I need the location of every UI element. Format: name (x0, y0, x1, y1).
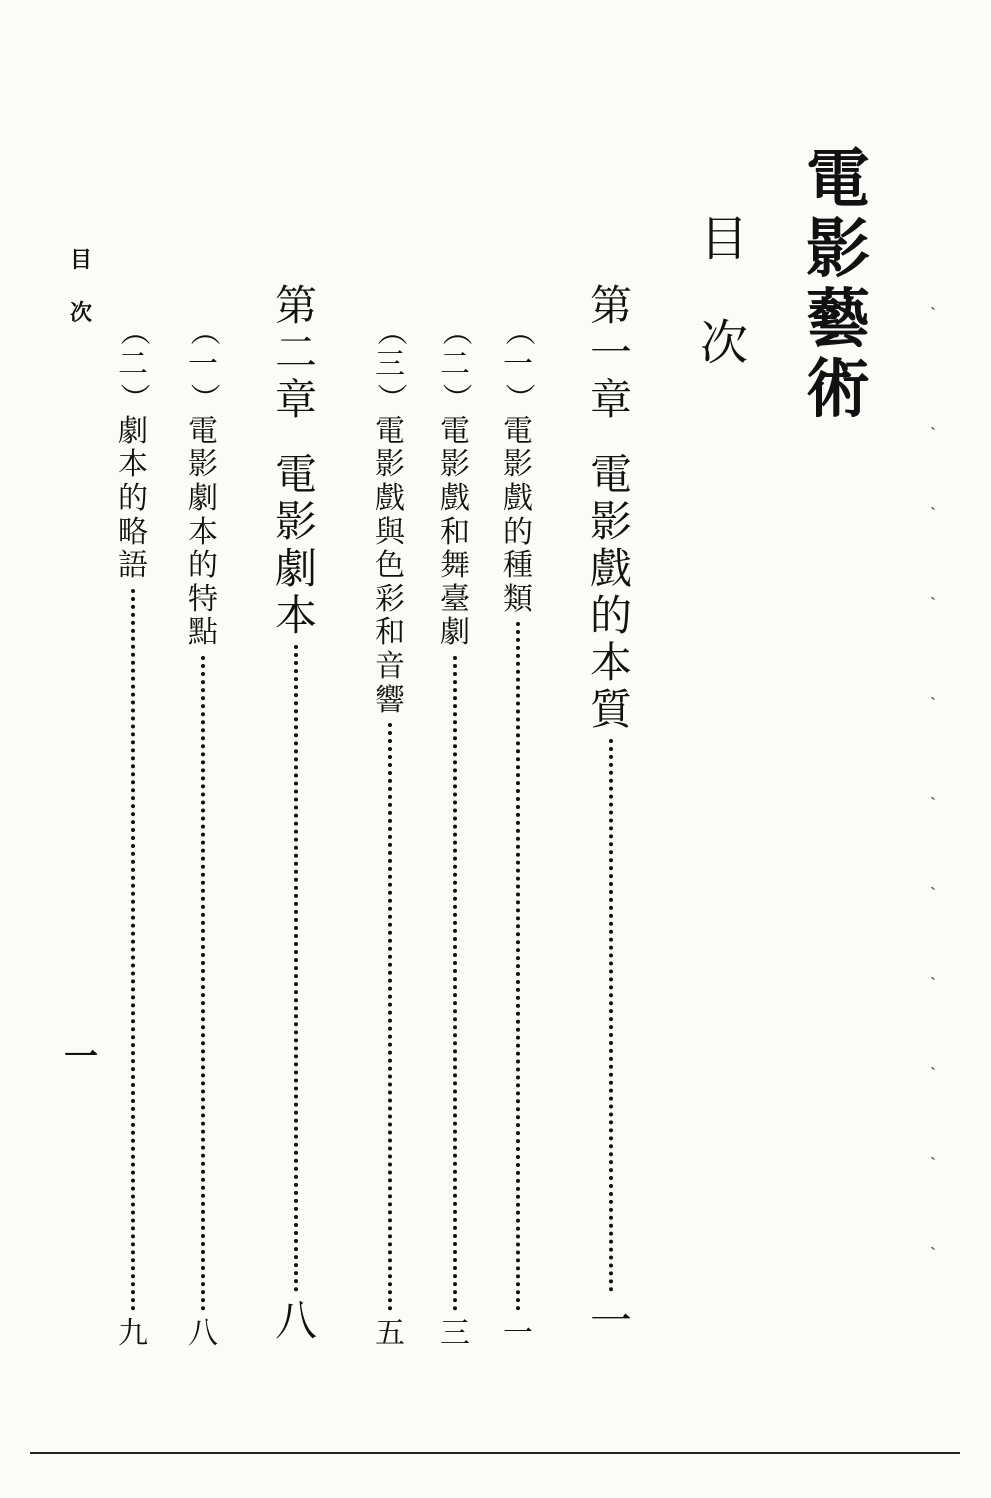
margin-mark: ˎ (930, 290, 936, 311)
dot-leader (201, 656, 205, 1311)
dot-leader (388, 723, 392, 1311)
running-head-text: 目 次 (70, 247, 93, 326)
page-number: 九 (118, 1316, 148, 1351)
page-number: 八 (188, 1316, 218, 1351)
margin-mark: ˎ (930, 1050, 936, 1071)
section-label: （ 二 ） (437, 315, 473, 413)
page-number: 一 (590, 1296, 633, 1345)
section-label: （ 一 ） (500, 315, 536, 413)
running-head (70, 248, 92, 353)
chapter-title: 電 影 戲 的 本 質 (590, 450, 633, 735)
section-title: 電 影 戲 與 色 彩 和 音 響 (375, 413, 405, 718)
book-title (806, 142, 870, 428)
toc-section-2-1[interactable] (185, 314, 221, 1351)
toc-section-1-3[interactable] (372, 314, 408, 1351)
section-label: （ 三 ） (372, 315, 408, 413)
toc-section-1-2[interactable] (437, 314, 473, 1351)
dot-leader (609, 739, 613, 1292)
section-label: （ 一 ） (185, 315, 221, 413)
bottom-rule (30, 1452, 960, 1454)
dot-leader (516, 622, 520, 1311)
section-title: 電 影 劇 本 的 特 點 (188, 413, 218, 651)
margin-mark: ˎ (930, 780, 936, 801)
book-title-text: 電 影 藝 術 (806, 142, 870, 427)
margin-mark: ˎ (930, 960, 936, 981)
dot-leader (131, 589, 135, 1311)
section-title: 電 影 戲 的 種 類 (503, 413, 533, 617)
page-number: 五 (375, 1316, 405, 1351)
toc-chapter-1[interactable] (590, 281, 633, 1345)
margin-mark: ˎ (930, 490, 936, 511)
margin-mark: ˎ (930, 580, 936, 601)
section-title: 劇 本 的 略 語 (118, 413, 148, 584)
toc-chapter-2[interactable] (275, 281, 318, 1345)
margin-mark: ˎ (930, 680, 936, 701)
toc-heading-text: 目 次 (700, 211, 749, 371)
toc-section-1-1[interactable] (500, 314, 536, 1351)
chapter-title: 電 影 劇 本 (275, 450, 318, 641)
page-number: 三 (440, 1316, 470, 1351)
toc-heading (700, 211, 749, 423)
section-label: （ 二 ） (115, 315, 151, 413)
toc-section-2-2[interactable] (115, 314, 151, 1351)
chapter-label: 第 二 章 (275, 281, 318, 425)
page-number: 一 (503, 1316, 533, 1351)
section-title: 電 影 戲 和 舞 臺 劇 (440, 413, 470, 651)
folio (64, 1037, 98, 1077)
dot-leader (294, 645, 298, 1292)
dot-leader (453, 656, 457, 1311)
margin-mark: ˎ (930, 1140, 936, 1161)
folio-number: 一 (64, 1037, 98, 1077)
margin-mark: ˎ (930, 870, 936, 891)
margin-mark: ˎ (930, 410, 936, 431)
margin-mark: ˎ (930, 1230, 936, 1251)
chapter-label: 第 一 章 (590, 281, 633, 425)
binding-margin-marks (920, 290, 960, 1250)
page-number: 八 (275, 1296, 318, 1345)
